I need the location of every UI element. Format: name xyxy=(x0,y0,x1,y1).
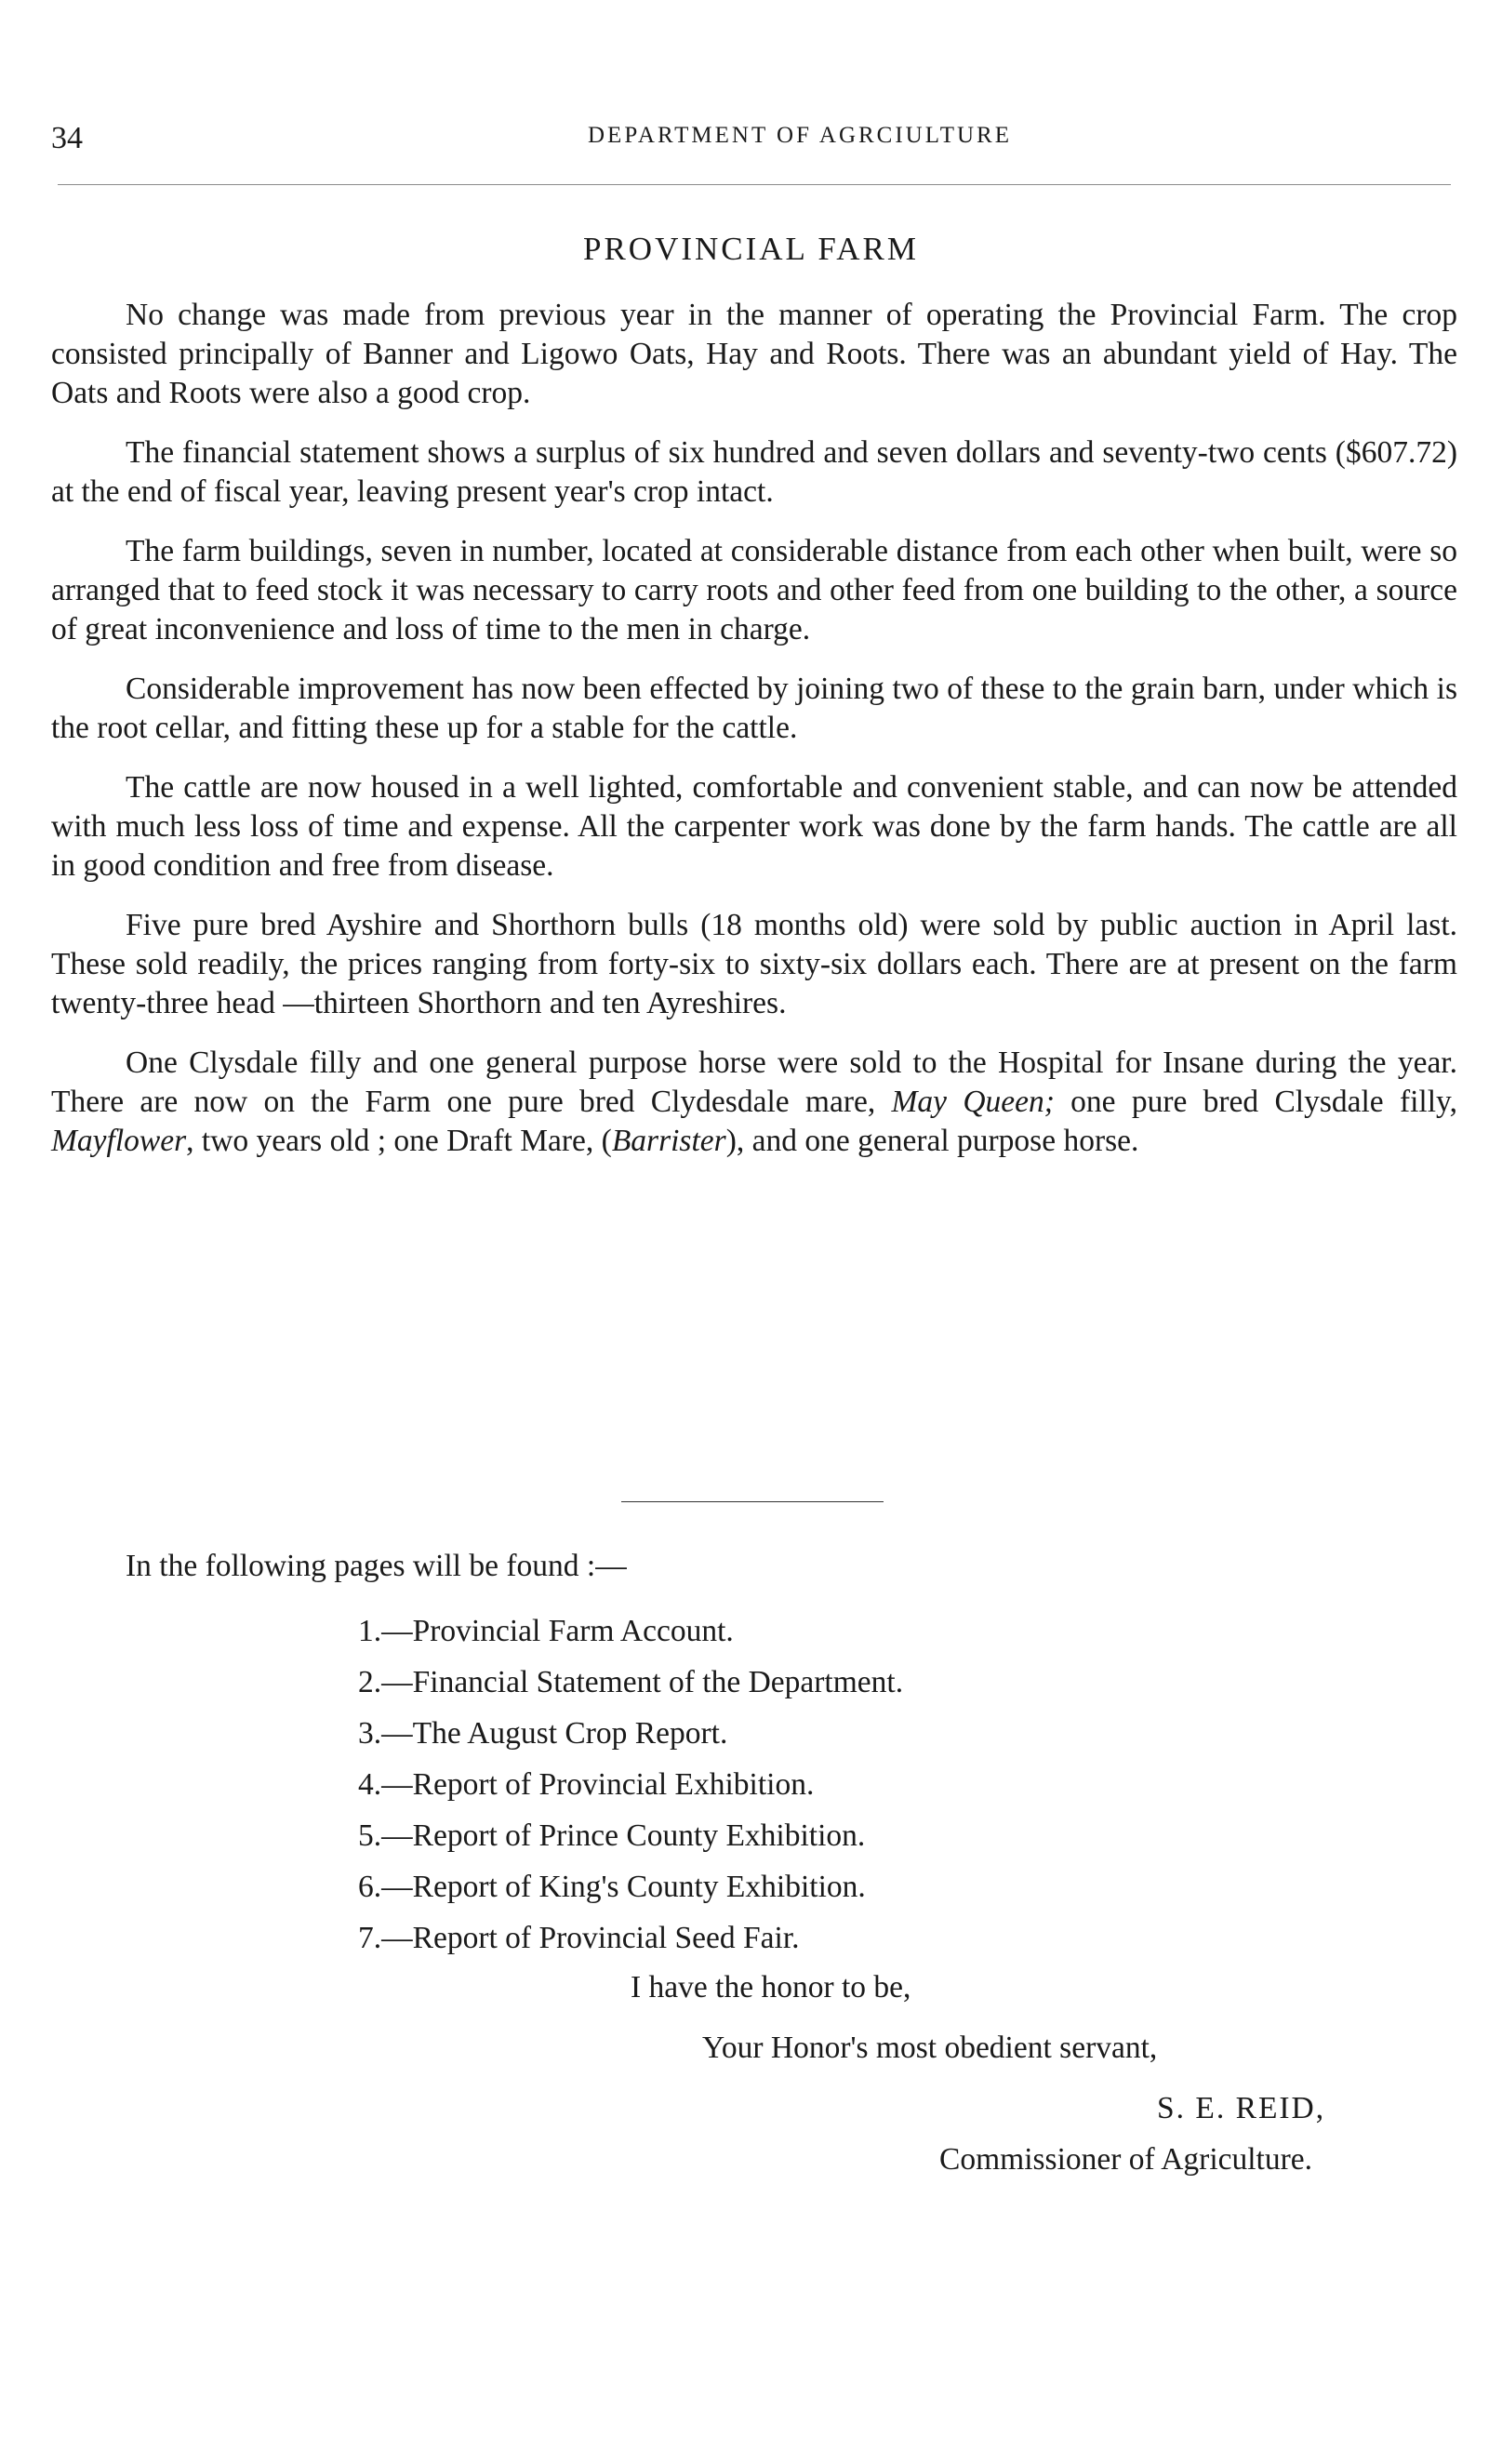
horse-name-may-queen: May Queen; xyxy=(891,1085,1055,1119)
contents-item: 4.—Report of Provincial Exhibition. xyxy=(358,1767,815,1802)
signature-name: S. E. REID, xyxy=(1157,2091,1326,2125)
contents-item: 3.—The August Crop Report. xyxy=(358,1716,728,1751)
header-divider xyxy=(58,184,1451,185)
paragraph-3: The farm buildings, seven in number, located at considerable distance from each other when built, were so arranged that to feed stock it was necessary to carry roots and other feed from one building to the other, a source of great inconvenience and loss of time to the men in charge. xyxy=(51,534,1457,646)
closing-line: I have the honor to be, xyxy=(631,1970,911,2004)
paragraph-7-part-2: one pure bred Clysdale filly, xyxy=(1054,1085,1457,1119)
contents-list xyxy=(358,1612,903,1970)
paragraph-7-part-4: ), and one general purpose horse. xyxy=(725,1124,1139,1158)
contents-intro: In the following pages will be found :— xyxy=(126,1549,627,1583)
paragraph-7-part-1: One Clysdale filly and one general purpose horse were sold to the Hospital for Insane during the year. There are now on the Farm one pure bred Clydesdale mare, xyxy=(51,1046,1457,1119)
page-number: 34 xyxy=(51,121,83,155)
paragraph-1: No change was made from previous year in the manner of operating the Provincial Farm. The crop consisted principally of Banner and Ligowo Oats, Hay and Roots. There was an abundant yield of Hay. The Oats and Roots were also a good crop. xyxy=(51,298,1457,410)
section-divider xyxy=(621,1501,884,1502)
paragraph-5: The cattle are now housed in a well lighted, comfortable and convenient stable, and can now be attended with much less loss of time and expense. All the carpenter work was done by the farm hands. The cattle are all in good condition and free from disease. xyxy=(51,770,1457,883)
contents-item: 5.—Report of Prince County Exhibition. xyxy=(358,1818,866,1853)
body-text xyxy=(51,296,1457,1181)
paragraph-4: Considerable improvement has now been effected by joining two of these to the grain barn, under which is the root cellar, and fitting these up for a stable for the cattle. xyxy=(51,672,1457,745)
contents-item: 7.—Report of Provincial Seed Fair. xyxy=(358,1921,800,1955)
contents-item: 6.—Report of King's County Exhibition. xyxy=(358,1870,866,1904)
contents-item: 2.—Financial Statement of the Department. xyxy=(358,1665,904,1699)
section-title: PROVINCIAL FARM xyxy=(582,231,919,267)
page-header xyxy=(51,121,1446,158)
horse-name-mayflower: Mayflower xyxy=(51,1124,187,1158)
paragraph-7 xyxy=(51,1044,1457,1161)
paragraph-6: Five pure bred Ayshire and Shorthorn bulls (18 months old) were sold by public auction in April last. These sold readily, the prices ranging from forty-six to sixty-six dollars each. There are at present on the farm twenty-three head —thirteen Shorthorn and ten Ayreshires. xyxy=(51,908,1457,1020)
paragraph-7-part-3: , two years old ; one Draft Mare, ( xyxy=(186,1124,612,1158)
horse-name-barrister: Barrister xyxy=(611,1124,726,1158)
salutation-line: Your Honor's most obedient servant, xyxy=(702,2031,1158,2065)
signature-title: Commissioner of Agriculture. xyxy=(939,2142,1313,2177)
running-head: DEPARTMENT OF AGRCIULTURE xyxy=(588,123,1012,148)
paragraph-2: The financial statement shows a surplus of six hundred and seven dollars and seventy-two cents ($607.72) at the end of fiscal year, leaving present year's crop intact. xyxy=(51,435,1457,509)
contents-item: 1.—Provincial Farm Account. xyxy=(358,1614,734,1648)
